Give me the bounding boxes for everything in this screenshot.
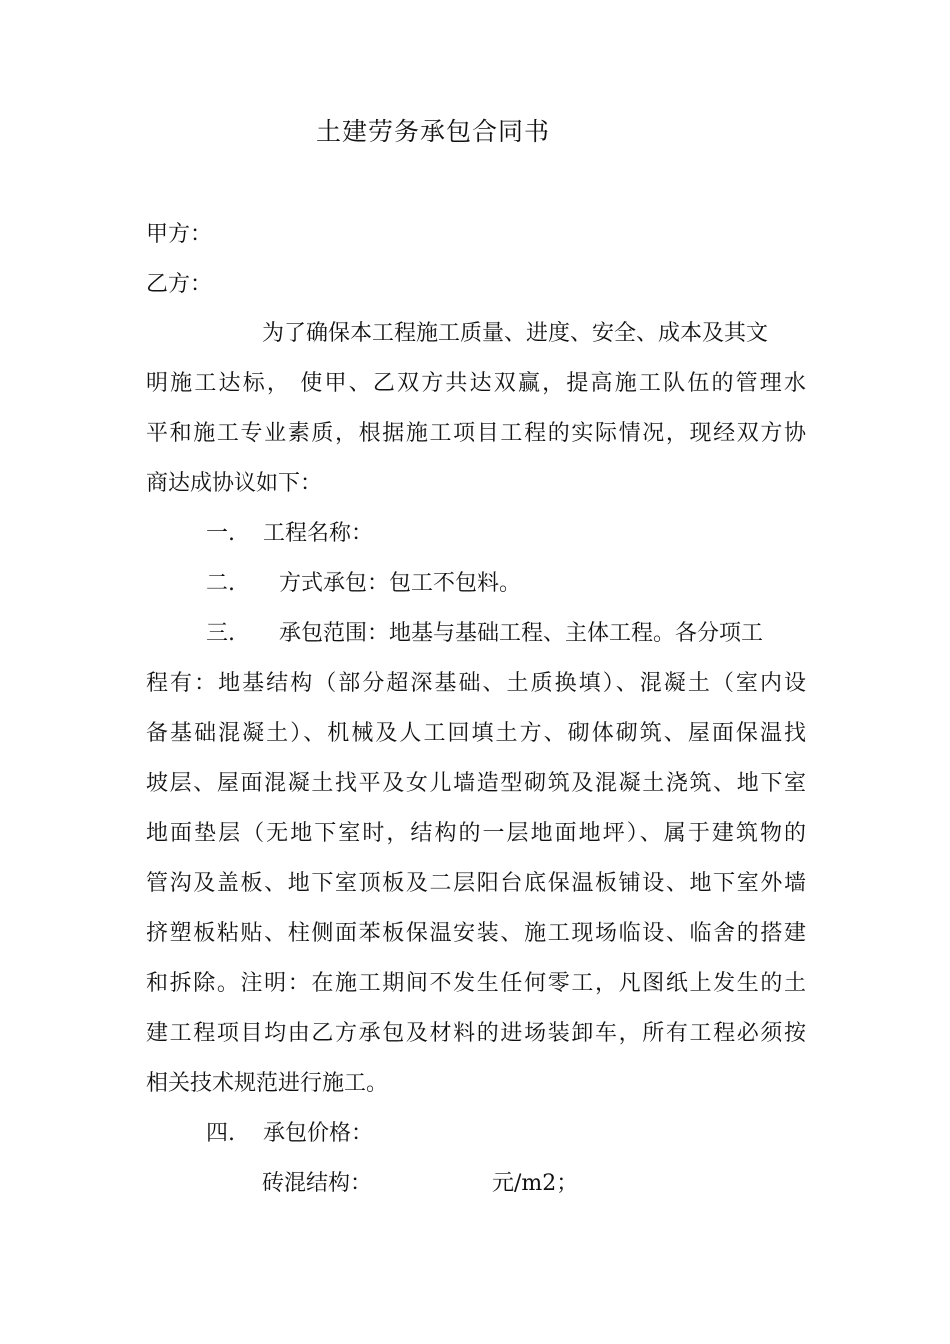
- section-3: [206, 619, 763, 649]
- section-3-line-2: 备基础混凝土）、机械及人工回填土方、砌体砌筑、屋面保温找: [146, 721, 806, 746]
- section-3-line-9: 相关技术规范进行施工。: [146, 1071, 389, 1096]
- section-4-number: 四.: [206, 1121, 235, 1146]
- section-4-text: 承包价格：: [263, 1121, 374, 1146]
- section-3-line-3: 坡层、屋面混凝土找平及女儿墙造型砌筑及混凝土浇筑、地下室: [146, 771, 806, 796]
- section-3-line-7: 和拆除。注明：在施工期间不发生任何零工，凡图纸上发生的土: [146, 971, 806, 996]
- section-1-number: 一.: [206, 521, 235, 546]
- section-4: [206, 1119, 373, 1149]
- section-2: [206, 569, 521, 599]
- section-1: [206, 519, 373, 549]
- document-title: 土建劳务承包合同书: [316, 117, 551, 146]
- section-3-line-8: 建工程项目均由乙方承包及材料的进场装卸车，所有工程必须按: [146, 1021, 806, 1046]
- section-3-line-4: 地面垫层（无地下室时，结构的一层地面地坪）、属于建筑物的: [146, 821, 806, 846]
- intro-line-4: 商达成协议如下：: [146, 471, 323, 496]
- section-1-text: 工程名称：: [263, 521, 374, 546]
- section-3-text: 承包范围：地基与基础工程、主体工程。各分项工: [279, 621, 764, 646]
- section-3-number: 三.: [206, 621, 235, 646]
- intro-line-1: 为了确保本工程施工质量、进度、安全、成本及其文: [262, 321, 769, 346]
- price-row: [262, 1169, 578, 1199]
- section-3-line-5: 管沟及盖板、地下室顶板及二层阳台底保温板铺设、地下室外墙: [146, 871, 806, 896]
- party-a-label: 甲方：: [146, 222, 213, 247]
- intro-line-3: 平和施工专业素质，根据施工项目工程的实际情况，现经双方协: [146, 421, 806, 446]
- price-label: 砖混结构：: [262, 1171, 373, 1196]
- price-unit: 元/m2；: [492, 1171, 579, 1196]
- section-3-line-6: 挤塑板粘贴、柱侧面苯板保温安装、施工现场临设、临舍的搭建: [146, 921, 806, 946]
- section-3-line-1: 程有：地基结构（部分超深基础、土质换填）、混凝土（室内设: [146, 671, 806, 696]
- section-2-text: 方式承包：包工不包料。: [279, 571, 522, 596]
- intro-line-2: 明施工达标， 使甲、乙双方共达双赢，提高施工队伍的管理水: [146, 371, 806, 396]
- section-2-number: 二.: [206, 571, 235, 596]
- party-b-label: 乙方：: [146, 272, 213, 297]
